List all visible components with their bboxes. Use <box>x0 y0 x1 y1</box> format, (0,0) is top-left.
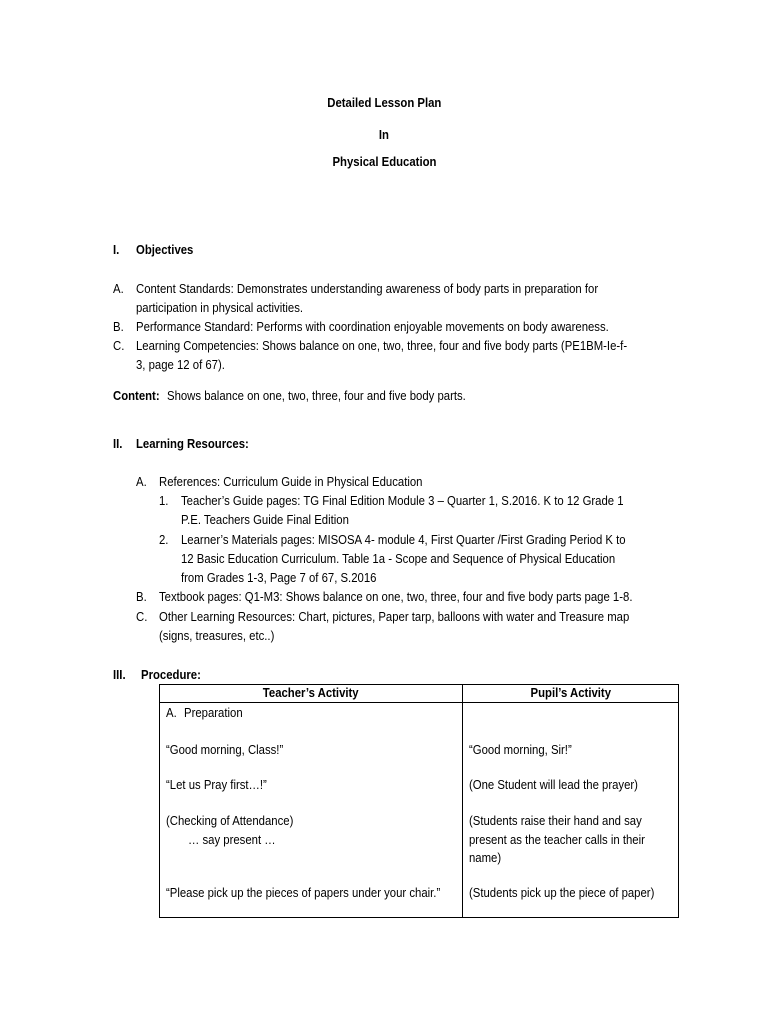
resource-b-letter: B. <box>136 589 147 604</box>
teacher-papers: “Please pick up the pieces of papers under your chair.” <box>166 885 441 900</box>
objective-b-letter: B. <box>113 319 124 334</box>
teacher-attendance: (Checking of Attendance) <box>166 813 294 828</box>
resource-a2-line-3: from Grades 1-3, Page 7 of 67, S.2016 <box>181 570 377 585</box>
preparation-label: Preparation <box>184 705 243 720</box>
content-label: Content: <box>113 388 160 403</box>
resource-a2-line-2: 12 Basic Education Curriculum. Table 1a - Scope and Sequence of Physical Education <box>181 551 616 566</box>
teacher-activity-cell <box>160 703 463 918</box>
preparation-letter: A. <box>166 705 177 720</box>
pupil-raise-line-1: (Students raise their hand and say <box>469 813 643 828</box>
resources-numeral: II. <box>113 436 123 451</box>
pupil-greeting: “Good morning, Sir!” <box>469 742 573 757</box>
resource-a-letter: A. <box>136 474 147 489</box>
procedure-numeral: III. <box>113 667 126 682</box>
objective-b-line-1: Performance Standard: Performs with coordination enjoyable movements on body awareness. <box>136 319 609 334</box>
resource-c-line-1: Other Learning Resources: Chart, pictures, Paper tarp, balloons with water and Treasure map <box>159 609 630 624</box>
content-text: Shows balance on one, two, three, four and five body parts. <box>167 388 466 403</box>
resource-b-text: Textbook pages: Q1-M3: Shows balance on one, two, three, four and five body parts page 1-8. <box>159 589 633 604</box>
title-line-2: In <box>378 127 390 142</box>
resource-c-letter: C. <box>136 609 148 624</box>
resource-c-line-2: (signs, treasures, etc..) <box>159 628 275 643</box>
teacher-greeting: “Good morning, Class!” <box>166 742 284 757</box>
objective-a-line-1: Content Standards: Demonstrates understanding awareness of body parts in preparation for <box>136 281 599 296</box>
procedure-heading: Procedure: <box>141 667 201 682</box>
title-line-1: Detailed Lesson Plan <box>326 95 442 110</box>
resource-a-text: References: Curriculum Guide in Physical Education <box>159 474 423 489</box>
teacher-activity-header: Teacher’s Activity <box>160 685 463 703</box>
objective-a-line-2: participation in physical activities. <box>136 300 304 315</box>
pupil-activity-header: Pupil’s Activity <box>463 685 679 703</box>
objective-c-letter: C. <box>113 338 125 353</box>
pupil-raise-line-3: name) <box>469 850 502 865</box>
pupil-raise-line-2: present as the teacher calls in their <box>469 832 646 847</box>
teacher-say-present: … say present … <box>188 832 276 847</box>
resource-a2-line-1: Learner’s Materials pages: MISOSA 4- module 4, First Quarter /First Grading Period K to <box>181 532 626 547</box>
pupil-pick-up: (Students pick up the piece of paper) <box>469 885 655 900</box>
pupil-activity-cell <box>463 703 679 918</box>
objectives-numeral: I. <box>113 242 120 257</box>
teacher-pray: “Let us Pray first…!” <box>166 777 267 792</box>
procedure-table-row <box>160 703 679 918</box>
procedure-table-header <box>160 685 679 703</box>
resources-heading: Learning Resources: <box>136 436 249 451</box>
objectives-heading: Objectives <box>136 242 194 257</box>
resource-a1-line-2: P.E. Teachers Guide Final Edition <box>181 512 349 527</box>
resource-a2-number: 2. <box>159 532 169 547</box>
pupil-prayer: (One Student will lead the prayer) <box>469 777 639 792</box>
procedure-table <box>159 684 679 918</box>
resource-a1-line-1: Teacher’s Guide pages: TG Final Edition Module 3 – Quarter 1, S.2016. K to 12 Grade 1 <box>181 493 624 508</box>
resource-a1-number: 1. <box>159 493 169 508</box>
objective-a-letter: A. <box>113 281 124 296</box>
objective-c-line-2: 3, page 12 of 67). <box>136 357 225 372</box>
objective-c-line-1: Learning Competencies: Shows balance on one, two, three, four and five body parts (PE1BM-Ie-f- <box>136 338 628 353</box>
title-line-3: Physical Education <box>331 154 437 169</box>
